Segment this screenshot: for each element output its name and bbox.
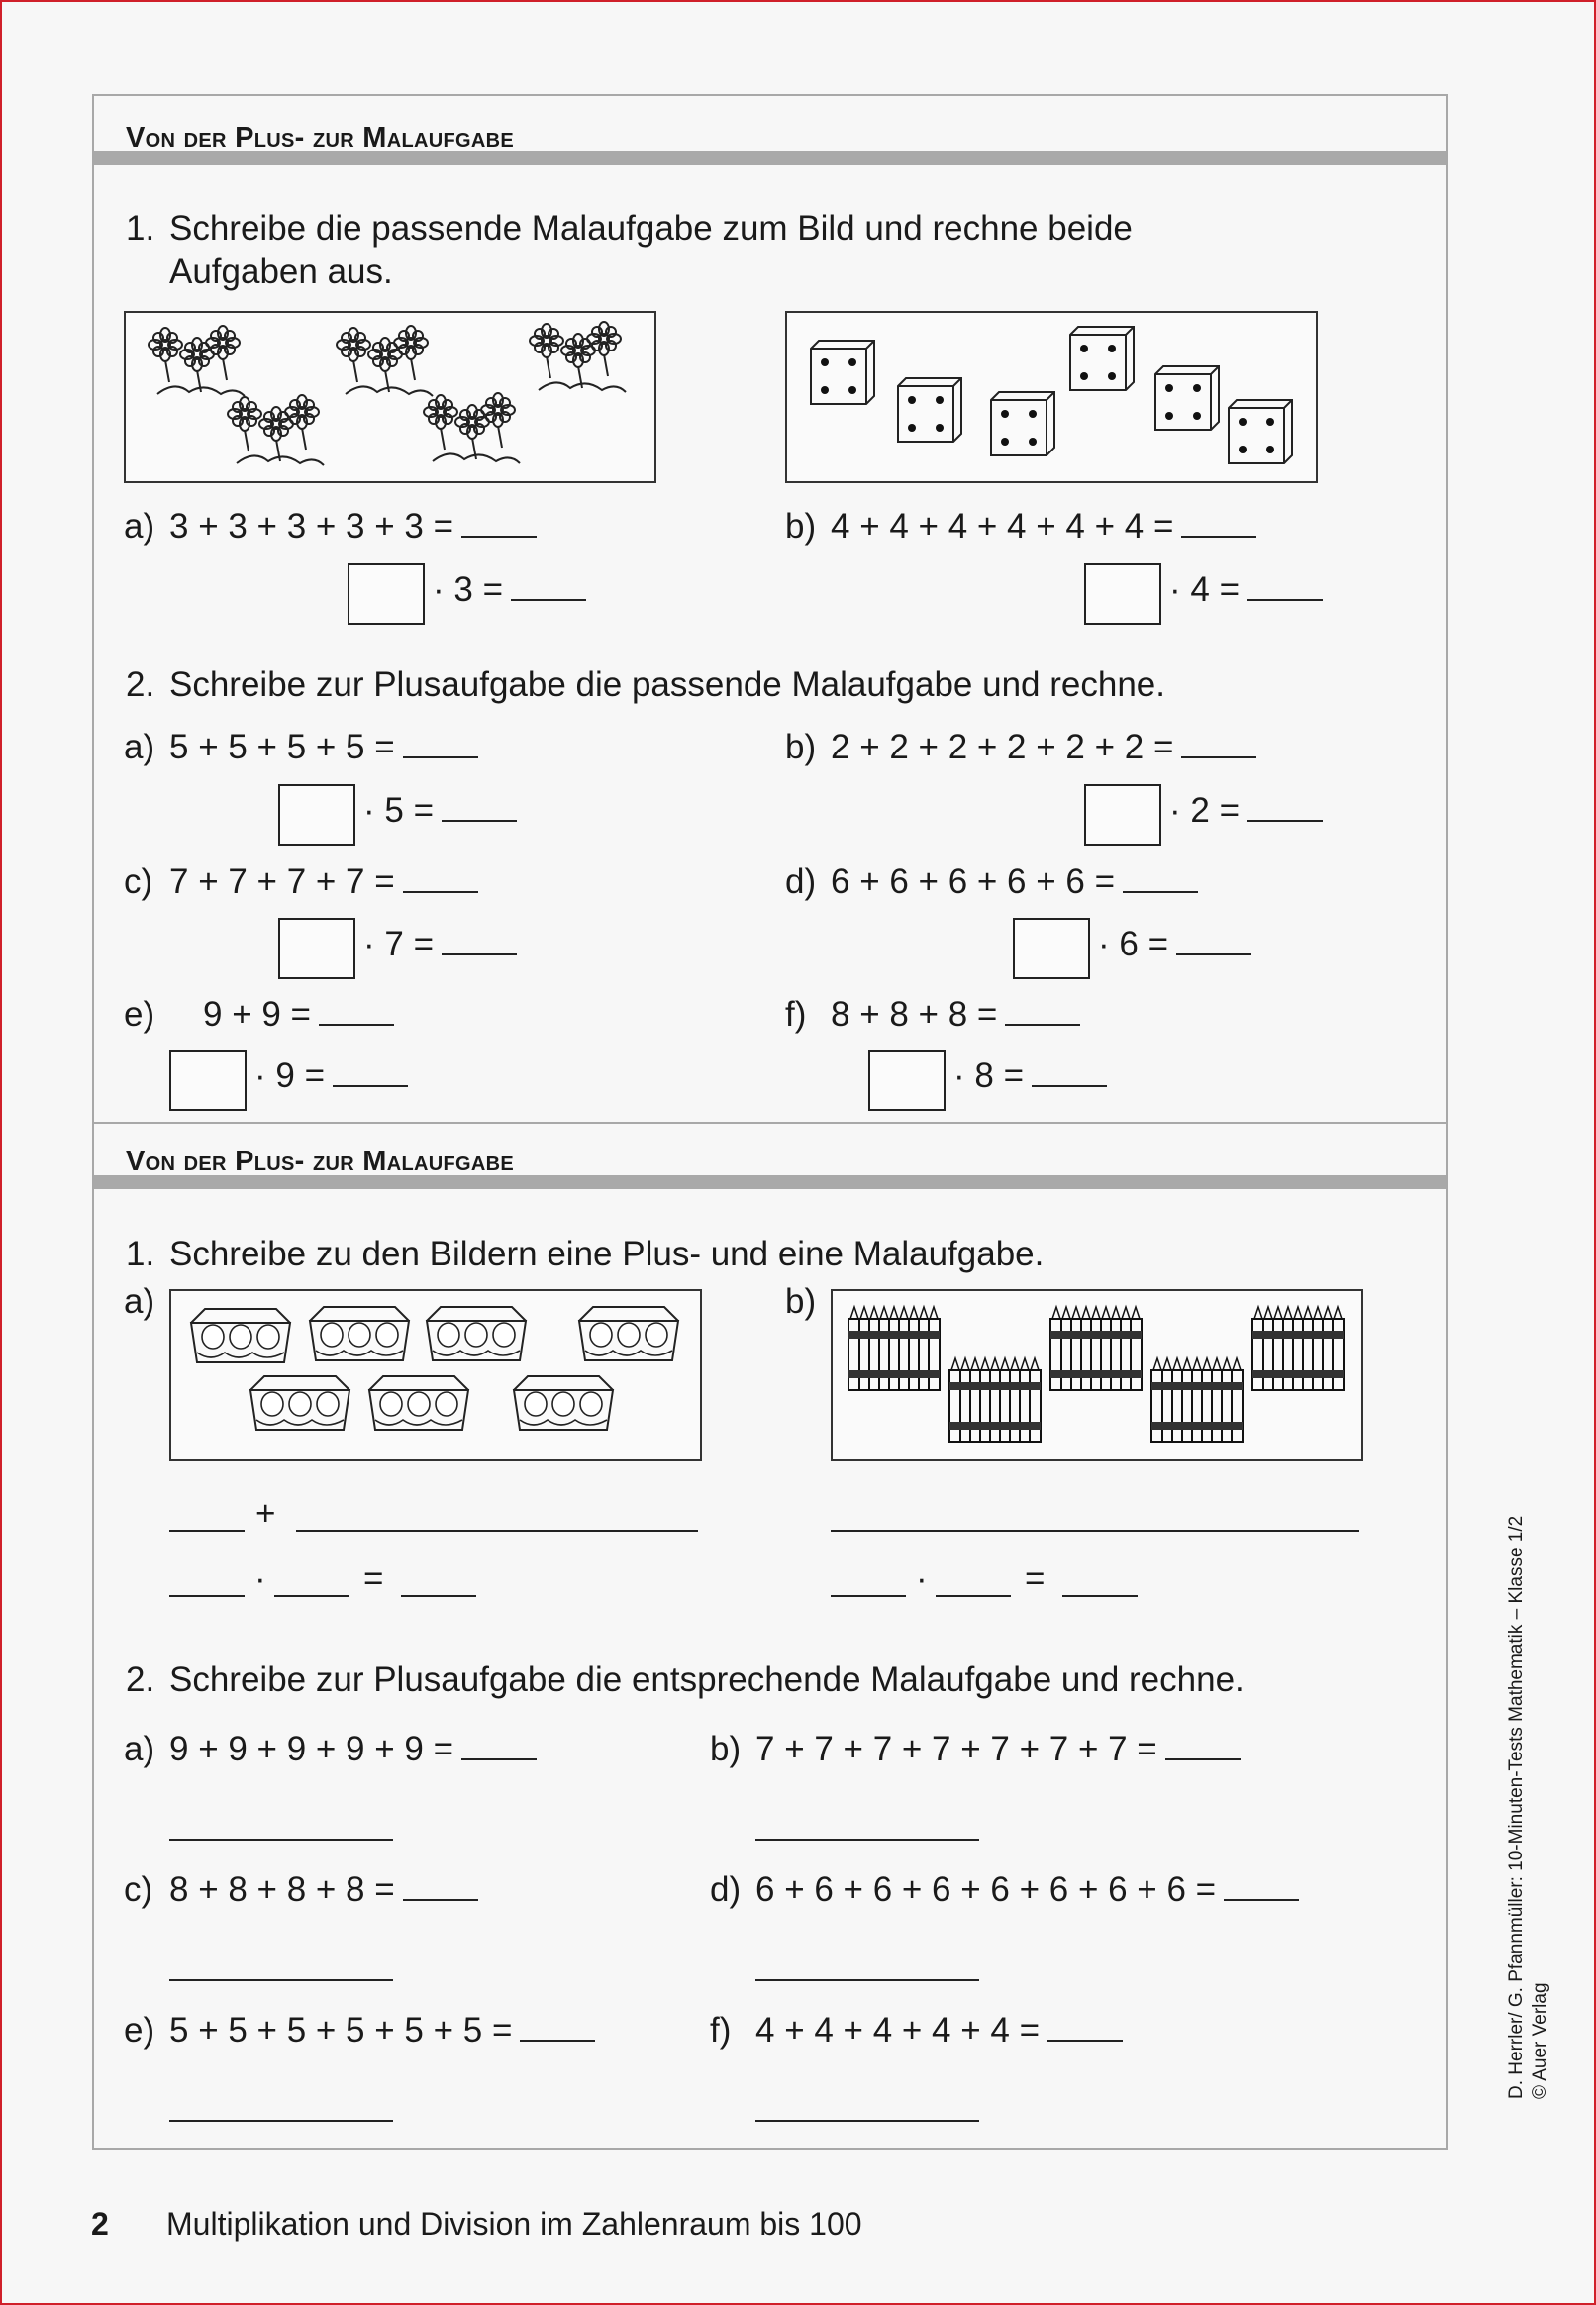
addition-task: 8 + 8 + 8 + 8 =	[169, 1870, 478, 1910]
addition-task: 7 + 7 + 7 + 7 + 7 + 7 + 7 =	[755, 1730, 1241, 1769]
worksheet-title: Von der Plus- zur Malaufgabe	[126, 122, 515, 153]
answer-blank[interactable]	[461, 508, 537, 538]
multiplication-task: · 5 =	[363, 791, 517, 831]
multiplication-task: · 3 =	[433, 570, 586, 610]
answer-blank[interactable]	[403, 863, 478, 893]
addition-task: 4 + 4 + 4 + 4 + 4 =	[755, 2011, 1123, 2051]
answer-line[interactable]	[296, 1530, 698, 1532]
answer-box[interactable]	[1013, 918, 1090, 979]
publisher-credit	[1505, 1516, 1552, 2099]
answer-line[interactable]	[755, 2120, 979, 2122]
answer-blank[interactable]	[1032, 1057, 1107, 1087]
addition-task: 8 + 8 + 8 =	[831, 995, 1080, 1035]
answer-box[interactable]	[1084, 784, 1161, 846]
answer-blank[interactable]	[1005, 996, 1080, 1026]
dice-icon	[787, 313, 1316, 481]
answer-line[interactable]	[831, 1530, 1359, 1532]
flowers-picture	[124, 311, 656, 483]
addition-task: 5 + 5 + 5 + 5 + 5 + 5 =	[169, 2011, 595, 2051]
item-label: e)	[124, 2011, 155, 2050]
answer-blank[interactable]	[1165, 1731, 1241, 1760]
answer-blank[interactable]	[1123, 863, 1198, 893]
crayon-box-icon	[833, 1291, 1361, 1459]
multiplication-task: · 2 =	[1169, 791, 1323, 831]
equals-sign: =	[363, 1559, 384, 1598]
dot-sign: ·	[916, 1559, 928, 1598]
item-label: b)	[785, 728, 817, 766]
answer-blank[interactable]	[461, 1731, 537, 1760]
task-number: 1.	[126, 1235, 155, 1273]
addition-task: 6 + 6 + 6 + 6 + 6 + 6 + 6 + 6 =	[755, 1870, 1299, 1910]
item-label: c)	[124, 1870, 153, 1909]
answer-blank[interactable]	[511, 571, 586, 601]
item-label: d)	[710, 1870, 742, 1909]
addition-task: 2 + 2 + 2 + 2 + 2 + 2 =	[831, 728, 1256, 767]
item-label: a)	[124, 507, 155, 546]
task-number: 1.	[126, 209, 155, 248]
answer-blank[interactable]	[520, 2012, 595, 2042]
task-text: Schreibe zur Plusaufgabe die passende Malaufgabe und rechne.	[169, 665, 1165, 704]
answer-line[interactable]	[169, 1979, 393, 1981]
item-label: d)	[785, 862, 817, 901]
item-label: a)	[124, 1282, 155, 1321]
item-label: b)	[785, 507, 817, 546]
item-label: a)	[124, 1730, 155, 1768]
answer-blank[interactable]	[319, 996, 394, 1026]
answer-blank[interactable]	[442, 926, 517, 955]
answer-blank[interactable]	[401, 1595, 476, 1597]
answer-line[interactable]	[755, 1839, 979, 1841]
equals-sign: =	[1025, 1559, 1046, 1598]
addition-task: 7 + 7 + 7 + 7 =	[169, 862, 478, 902]
answer-blank[interactable]	[1247, 571, 1323, 601]
dot-sign: ·	[254, 1559, 266, 1598]
answer-line[interactable]	[169, 1839, 393, 1841]
answer-blank[interactable]	[169, 1530, 245, 1532]
answer-box[interactable]	[278, 784, 355, 846]
addition-task: 9 + 9 =	[203, 995, 394, 1035]
item-label: c)	[124, 862, 153, 901]
addition-task: 6 + 6 + 6 + 6 + 6 =	[831, 862, 1198, 902]
answer-blank[interactable]	[442, 792, 517, 822]
task-text: Schreibe zur Plusaufgabe die entsprechende Malaufgabe und rechne.	[169, 1660, 1245, 1699]
answer-box[interactable]	[278, 918, 355, 979]
answer-blank[interactable]	[1176, 926, 1251, 955]
addition-task: 9 + 9 + 9 + 9 + 9 =	[169, 1730, 537, 1769]
multiplication-task: · 6 =	[1098, 925, 1251, 964]
task-number: 2.	[126, 665, 155, 704]
item-label: f)	[710, 2011, 732, 2050]
plus-sign: +	[255, 1494, 276, 1533]
flower-cluster-icon	[126, 313, 654, 481]
answer-blank[interactable]	[831, 1595, 906, 1597]
task-number: 2.	[126, 1660, 155, 1699]
answer-box[interactable]	[868, 1050, 946, 1111]
item-label: a)	[124, 728, 155, 766]
task-text: Aufgaben aus.	[169, 252, 393, 291]
worksheet-1	[92, 94, 1448, 1127]
addition-task: 3 + 3 + 3 + 3 + 3 =	[169, 507, 537, 547]
multiplication-task: · 8 =	[953, 1056, 1107, 1096]
multiplication-task: · 4 =	[1169, 570, 1323, 610]
answer-blank[interactable]	[403, 1871, 478, 1901]
answer-box[interactable]	[169, 1050, 247, 1111]
chapter-title: Multiplikation und Division im Zahlenraum bis 100	[166, 2206, 862, 2242]
item-label: b)	[785, 1282, 817, 1321]
answer-blank[interactable]	[936, 1595, 1011, 1597]
task-text: Schreibe zu den Bildern eine Plus- und eine Malaufgabe.	[169, 1235, 1045, 1273]
answer-line[interactable]	[755, 1979, 979, 1981]
answer-box[interactable]	[348, 563, 425, 625]
egg-cartons-picture	[169, 1289, 702, 1461]
answer-blank[interactable]	[1047, 2012, 1123, 2042]
item-label: f)	[785, 995, 807, 1034]
answer-line[interactable]	[169, 2120, 393, 2122]
worksheet-2	[92, 1122, 1448, 2150]
addition-task: 4 + 4 + 4 + 4 + 4 + 4 =	[831, 507, 1256, 547]
item-label: e)	[124, 995, 155, 1034]
answer-blank[interactable]	[1181, 508, 1256, 538]
answer-blank[interactable]	[274, 1595, 349, 1597]
dice-picture	[785, 311, 1318, 483]
answer-blank[interactable]	[403, 729, 478, 758]
credit-publisher: © Auer Verlag	[1530, 1982, 1550, 2099]
crayons-picture	[831, 1289, 1363, 1461]
answer-blank[interactable]	[169, 1595, 245, 1597]
answer-blank[interactable]	[1181, 729, 1256, 758]
page-number: 2	[91, 2206, 109, 2242]
answer-blank[interactable]	[1062, 1595, 1138, 1597]
task-text: Schreibe die passende Malaufgabe zum Bild und rechne beide	[169, 209, 1133, 248]
addition-task: 5 + 5 + 5 + 5 =	[169, 728, 478, 767]
answer-box[interactable]	[1084, 563, 1161, 625]
multiplication-task: · 9 =	[254, 1056, 408, 1096]
egg-carton-icon	[171, 1291, 700, 1459]
answer-blank[interactable]	[1224, 1871, 1299, 1901]
worksheet-title: Von der Plus- zur Malaufgabe	[126, 1146, 515, 1177]
answer-blank[interactable]	[1247, 792, 1323, 822]
credit-authors: D. Herrler/ G. Pfannmüller: 10-Minuten-Tests Mathematik – Klasse 1/2	[1506, 1515, 1527, 2099]
multiplication-task: · 7 =	[363, 925, 517, 964]
answer-blank[interactable]	[333, 1057, 408, 1087]
item-label: b)	[710, 1730, 742, 1768]
